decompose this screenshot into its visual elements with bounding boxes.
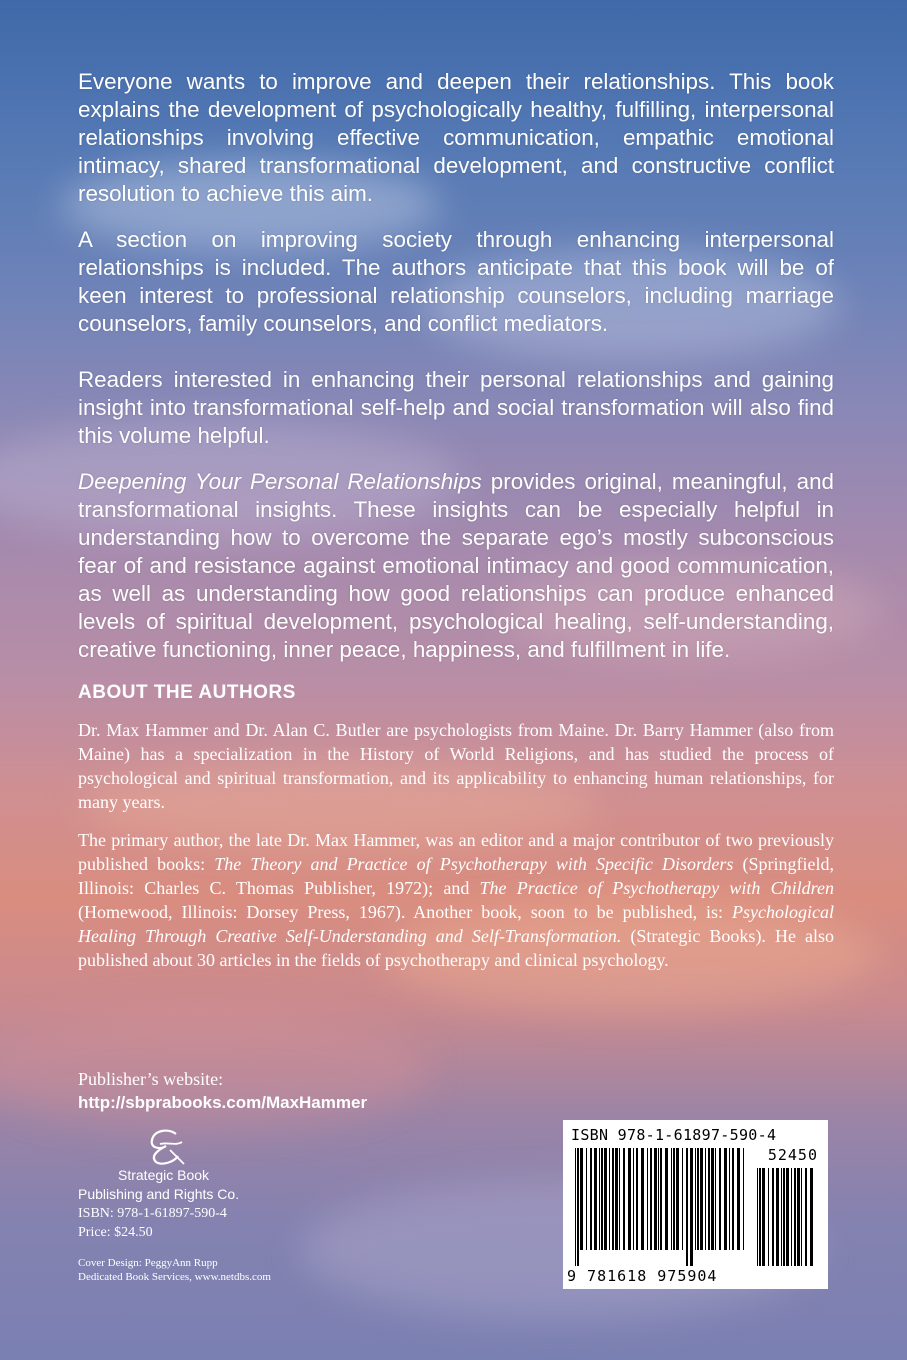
barcode-bar <box>781 1168 782 1266</box>
barcode-bar <box>590 1148 592 1250</box>
barcode-bar <box>762 1168 765 1266</box>
barcode-bar <box>743 1148 744 1250</box>
barcode-bar <box>619 1148 620 1250</box>
barcode-bar <box>599 1148 600 1250</box>
barcode-bar <box>783 1168 785 1266</box>
barcode-bar <box>768 1168 769 1266</box>
barcode-bar <box>708 1148 710 1250</box>
barcode-bar <box>594 1148 597 1250</box>
barcode-bar <box>690 1148 693 1266</box>
barcode-bar <box>671 1148 672 1250</box>
barcode-bar <box>623 1148 625 1250</box>
barcode-bar <box>636 1148 638 1250</box>
barcode-bar <box>673 1148 675 1250</box>
barcode-bar <box>647 1148 648 1250</box>
barcode-bar <box>715 1148 716 1250</box>
publisher-name-line-2: Publishing and Rights Co. <box>78 1186 240 1202</box>
barcode-bar <box>786 1168 789 1266</box>
barcode-bar <box>810 1168 813 1266</box>
barcode-bar <box>575 1148 576 1266</box>
barcode-bar <box>737 1148 740 1250</box>
barcode-bar <box>601 1148 603 1250</box>
blurb-paragraph-4-text: provides original, meaningful, and transformational insights. These insights can be especially helpful in understanding how to overcome the separate ego’s mostly subconscious fear of and resistance against emotional intimacy and good communication, as well as understanding how good relationships can produce enhanced levels of spiritual development, psychological healing, self-understanding, creative functioning, inner peace, happiness, and fulfillment in life. <box>78 469 834 662</box>
publisher-isbn: ISBN: 978-1-61897-590-4 <box>78 1206 227 1221</box>
barcode-bar <box>776 1168 779 1266</box>
barcode-bar <box>686 1148 688 1266</box>
barcode-bar <box>772 1168 774 1266</box>
barcode-bar <box>682 1148 683 1250</box>
barcode-bar <box>633 1148 634 1250</box>
barcode-bar <box>580 1148 583 1250</box>
about-text-c: (Homewood, Illinois: Dorsey Press, 1967). Another book, soon to be published, is: <box>78 902 733 922</box>
cited-book-2: The Practice of Psychotherapy with Children <box>479 878 834 898</box>
blurb-paragraph-2: A section on improving society through enhancing interpersonal relationships is included. The authors anticipate that this book will be of keen interest to professional relationship counselors, including marriage counselors, family counselors, and conflict mediators. <box>78 227 834 336</box>
barcode-bar <box>791 1168 792 1266</box>
barcode-bar <box>654 1148 657 1250</box>
back-cover-text <box>78 68 834 986</box>
blurb-paragraph-4 <box>78 468 834 664</box>
barcode-bar <box>759 1168 761 1266</box>
barcode-bar <box>586 1148 587 1250</box>
barcode-bar <box>719 1148 721 1250</box>
book-services-credit: Dedicated Book Services, www.netdbs.com <box>78 1271 271 1283</box>
barcode-bar <box>732 1148 734 1250</box>
about-text-a: The primary author, the late Dr. Max Hammer, was an editor and a major contributor of two previously published books: <box>78 830 834 874</box>
barcode-bar <box>695 1148 696 1250</box>
website-link[interactable]: http://sbprabooks.com/MaxHammer <box>78 1093 368 1112</box>
about-authors-heading: ABOUT THE AUTHORS <box>78 682 296 703</box>
barcode-bar <box>729 1148 730 1250</box>
about-paragraph-1: Dr. Max Hammer and Dr. Alan C. Butler are psychologists from Maine. Dr. Barry Hammer (also from Maine) has a specialization in the History of World Religions, and has studied the process of psychological and spiritual transformation, and its applicability to enhancing human relationships, for many years. <box>78 720 834 812</box>
addon-barcode-bars <box>753 1168 817 1266</box>
publisher-block <box>78 1128 308 1242</box>
barcode-bar <box>711 1148 714 1250</box>
barcode-bar <box>612 1148 614 1250</box>
cover-design-credit: Cover Design: PeggyAnn Rupp <box>78 1257 218 1269</box>
barcode-bar <box>658 1148 659 1250</box>
barcode-digits: 9 781618 975904 <box>567 1267 718 1285</box>
barcode-bar <box>604 1148 607 1250</box>
cited-book-3: Psychological Healing Through Creative Self-Understanding and Self-Transformation. <box>78 902 834 946</box>
website-label: Publisher’s website: <box>78 1069 224 1089</box>
barcode-isbn-label: ISBN 978-1-61897-590-4 <box>571 1126 777 1144</box>
main-barcode-bars <box>571 1148 747 1266</box>
barcode-bar <box>660 1148 662 1250</box>
barcode-bar <box>641 1148 644 1250</box>
isbn-barcode <box>563 1120 828 1289</box>
cited-book-1: The Theory and Practice of Psychotherapy with Specific Disorders <box>214 854 734 874</box>
barcode-bar <box>577 1148 579 1266</box>
barcode-bar <box>757 1168 758 1266</box>
strategic-book-logo-icon <box>146 1128 188 1166</box>
barcode-bar <box>697 1148 699 1250</box>
price-label: Price: $24.50 <box>78 1225 153 1240</box>
barcode-bar <box>705 1148 706 1250</box>
barcode-addon-code: 52450 <box>767 1146 818 1164</box>
barcode-bar <box>797 1168 800 1266</box>
barcode-bar <box>700 1148 703 1250</box>
barcode-bar <box>676 1148 679 1250</box>
cover-credits <box>78 1256 271 1284</box>
book-title: Deepening Your Personal Relationships <box>78 469 482 494</box>
barcode-bar <box>794 1168 796 1266</box>
barcode-bar <box>665 1148 668 1250</box>
about-paragraph-2 <box>78 828 834 972</box>
barcode-bar <box>650 1148 652 1250</box>
barcode-bar <box>615 1148 618 1250</box>
about-text-b: (Springfield, Illinois: Charles C. Thomas Publisher, 1972); and <box>78 854 834 898</box>
blurb-paragraph-3: Readers interested in enhancing their personal relationships and gaining insight into transformational self-help and social transformation will also find this volume helpful. <box>78 367 834 448</box>
barcode-bar <box>609 1148 610 1250</box>
blurb-paragraph-1: Everyone wants to improve and deepen their relationships. This book explains the development of psychologically healthy, fulfilling, interpersonal relationships involving effective communication, empathic emotional intimacy, shared transformational development, and constructive conflict resolution to achieve this aim. <box>78 69 834 206</box>
about-text-d: (Strategic Books). He also published about 30 articles in the fields of psychotherapy and clinical psychology. <box>78 926 834 970</box>
barcode-bar <box>724 1148 727 1250</box>
barcode-bar <box>628 1148 631 1250</box>
barcode-bar <box>801 1168 802 1266</box>
publisher-name-line-1: Strategic Book <box>118 1167 210 1183</box>
barcode-bar <box>805 1168 807 1266</box>
